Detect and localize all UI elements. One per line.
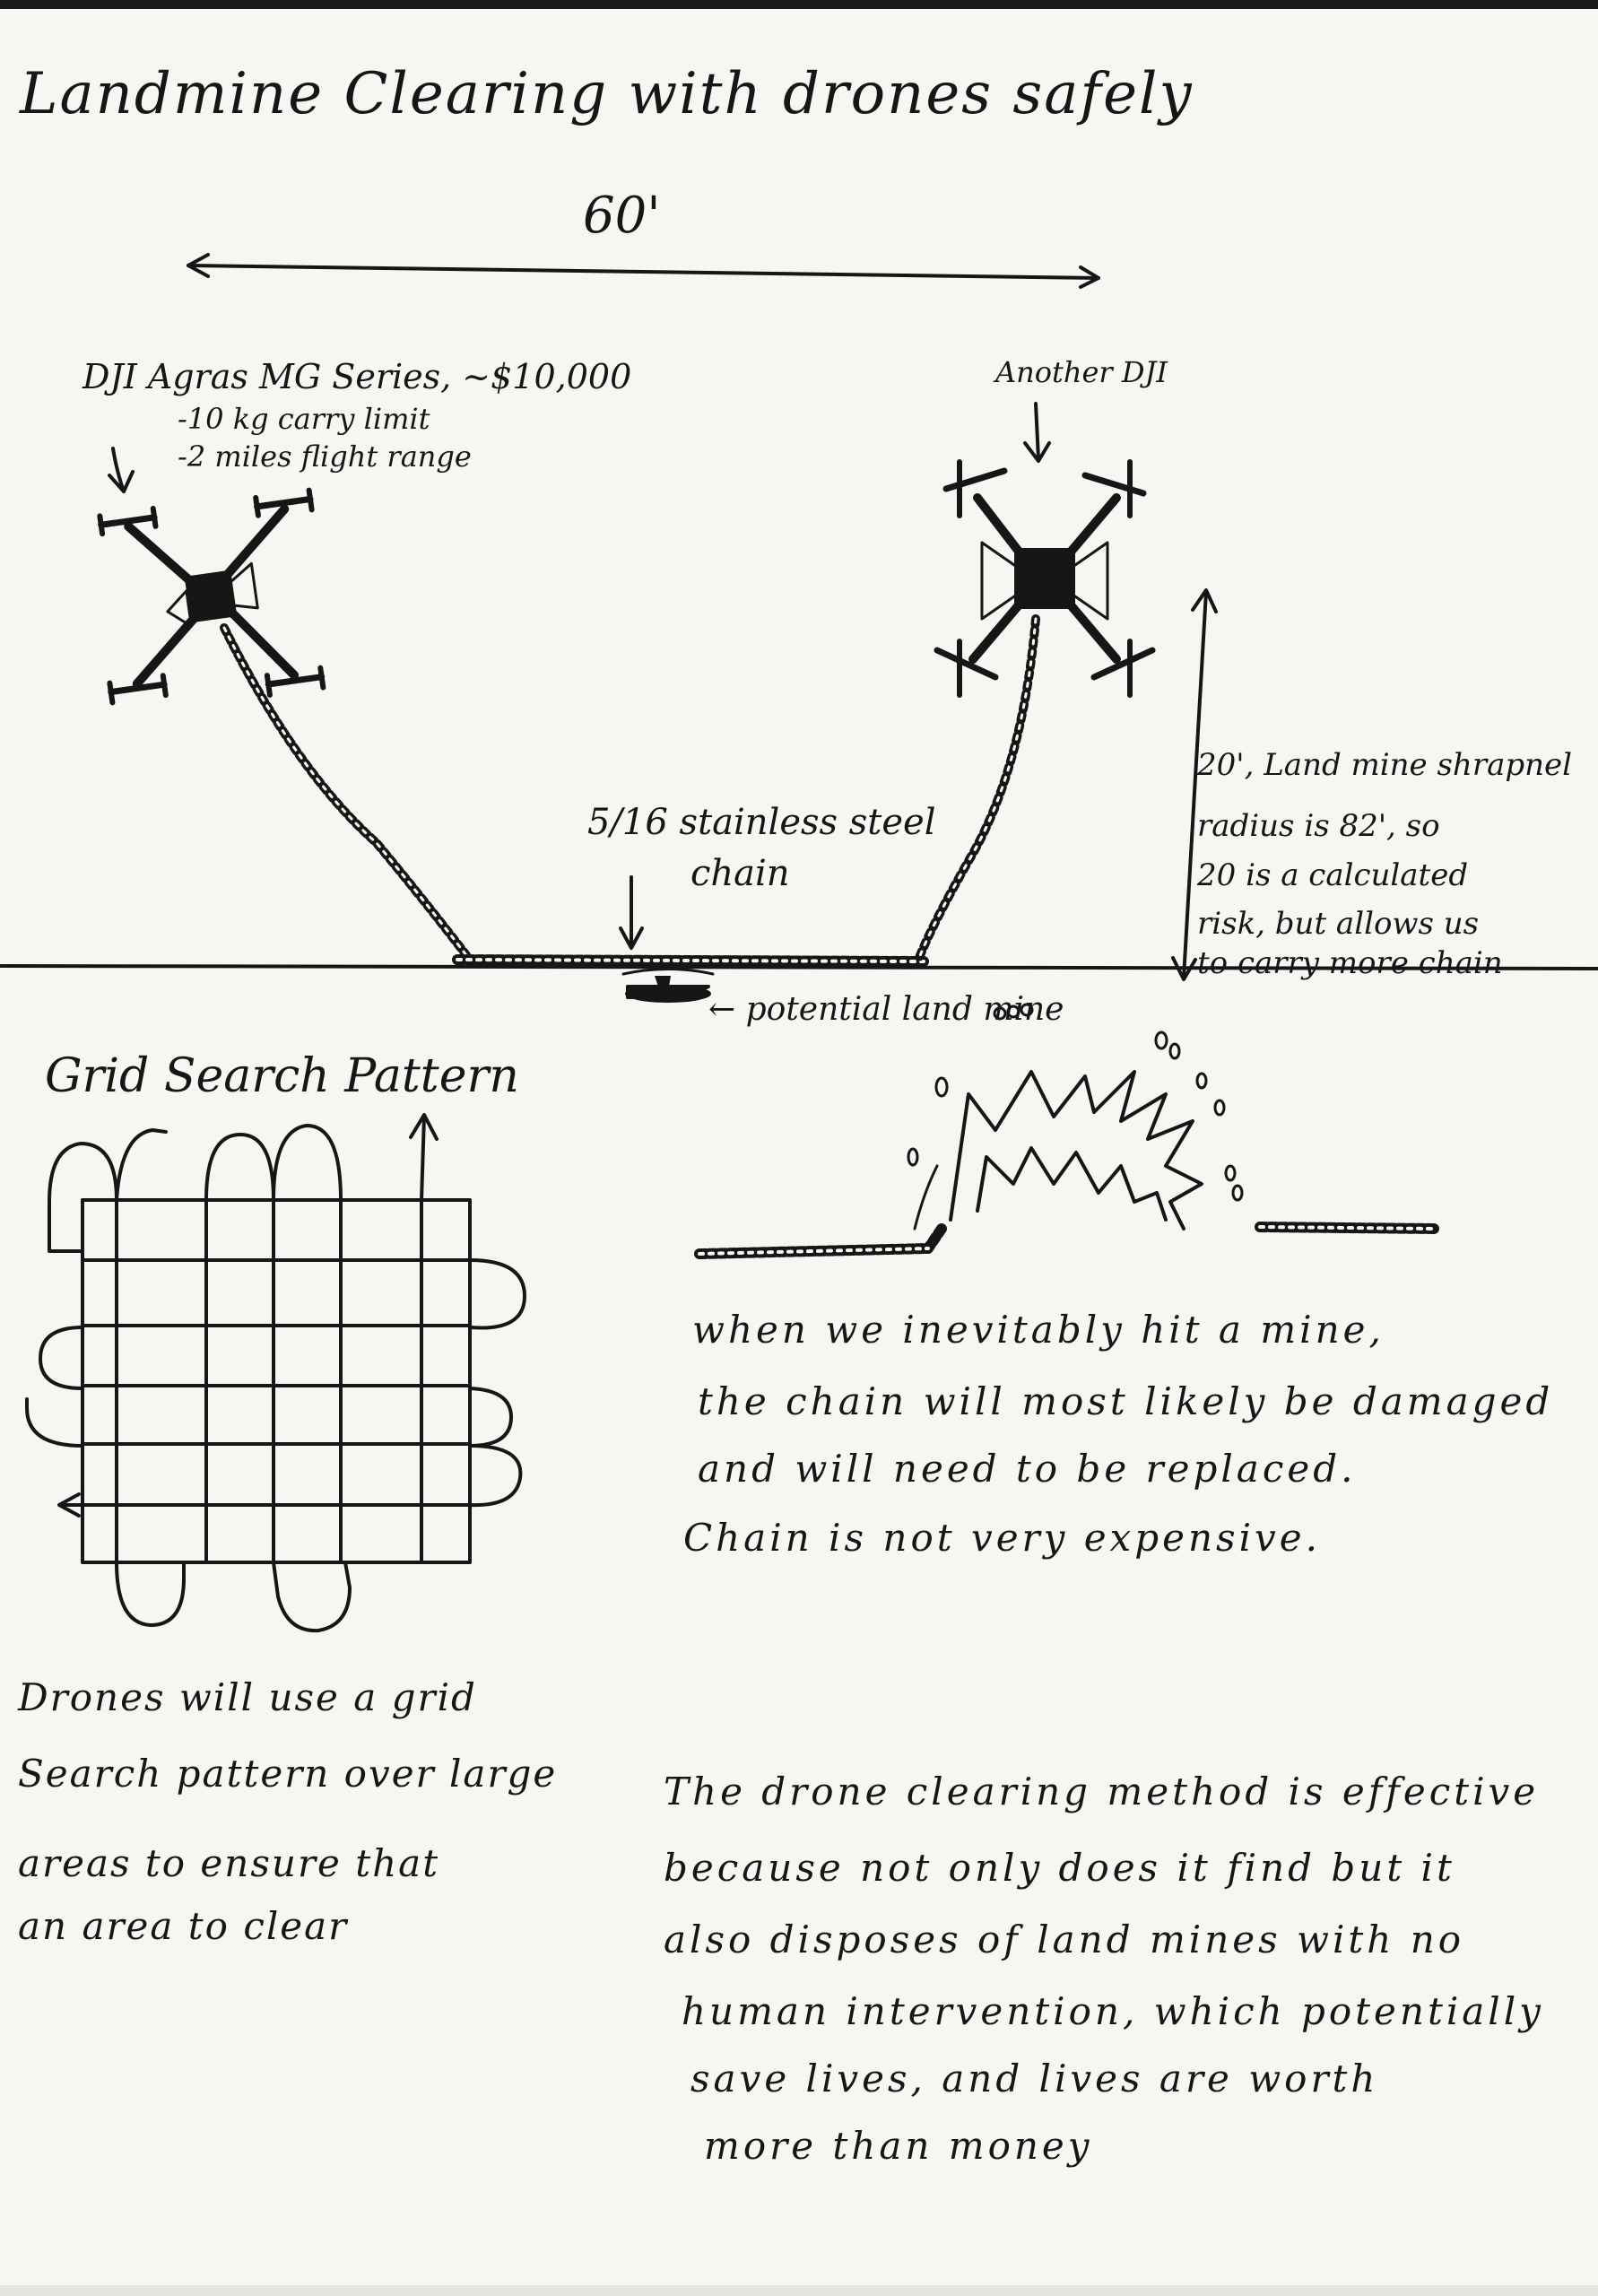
explosion-note-line: Chain is not very expensive. [683,1516,1321,1560]
grid-search-title: Grid Search Pattern [45,1049,519,1103]
explosion-note-line: the chain will most likely be damaged [698,1379,1554,1423]
span-dimension-label: 60' [583,187,661,245]
altitude-note-line: 20', Land mine shrapnel [1197,747,1573,783]
grid-description-line: areas to ensure that [18,1841,440,1885]
page-title: Landmine Clearing with drones safely [20,61,1194,127]
altitude-note-line: radius is 82', so [1197,808,1440,844]
drone-left-icon [86,487,336,718]
drone-left-carry-spec: -10 kg carry limit [178,402,430,436]
altitude-note-line: to carry more chain [1197,945,1503,981]
chain-label-line-2: chain [690,853,790,894]
drone-right-pointer-arrow [1025,404,1049,461]
altitude-note-line: 20 is a calculated [1197,857,1469,893]
landmine-label: ← potential land mine [708,991,1064,1028]
summary-line: more than money [704,2124,1093,2168]
drone-right-icon [937,462,1152,695]
summary-line: human intervention, which potentially [682,1989,1544,2033]
landmine-icon [623,970,713,1004]
summary-line: because not only does it find but it [664,1846,1455,1890]
altitude-note-line: risk, but allows us [1197,906,1480,942]
drone-left-pointer-arrow [109,448,133,491]
summary-line: save lives, and lives are worth [690,2057,1379,2100]
explosion-sketch [915,1072,1202,1229]
span-dimension-arrow [188,255,1099,287]
grid-description-line: Drones will use a grid [18,1675,477,1719]
drone-right-label: Another DJI [995,355,1168,389]
chain-label-pointer-arrow [621,877,642,948]
grid-description-line: an area to clear [18,1904,349,1948]
grid-search-diagram [27,1115,525,1631]
chain-label-line-1: 5/16 stainless steel [587,802,936,843]
summary-line: The drone clearing method is effective [664,1770,1540,1813]
grid-description-line: Search pattern over large [18,1752,558,1796]
explosion-note-line: and will need to be replaced. [698,1447,1357,1491]
drone-left-title: DJI Agras MG Series, ~$10,000 [83,357,632,396]
explosion-note-line: when we inevitably hit a mine, [692,1308,1385,1352]
summary-line: also disposes of land mines with no [664,1918,1465,1961]
drone-left-range-spec: -2 miles flight range [178,439,472,474]
chain-left-segment [224,628,466,955]
